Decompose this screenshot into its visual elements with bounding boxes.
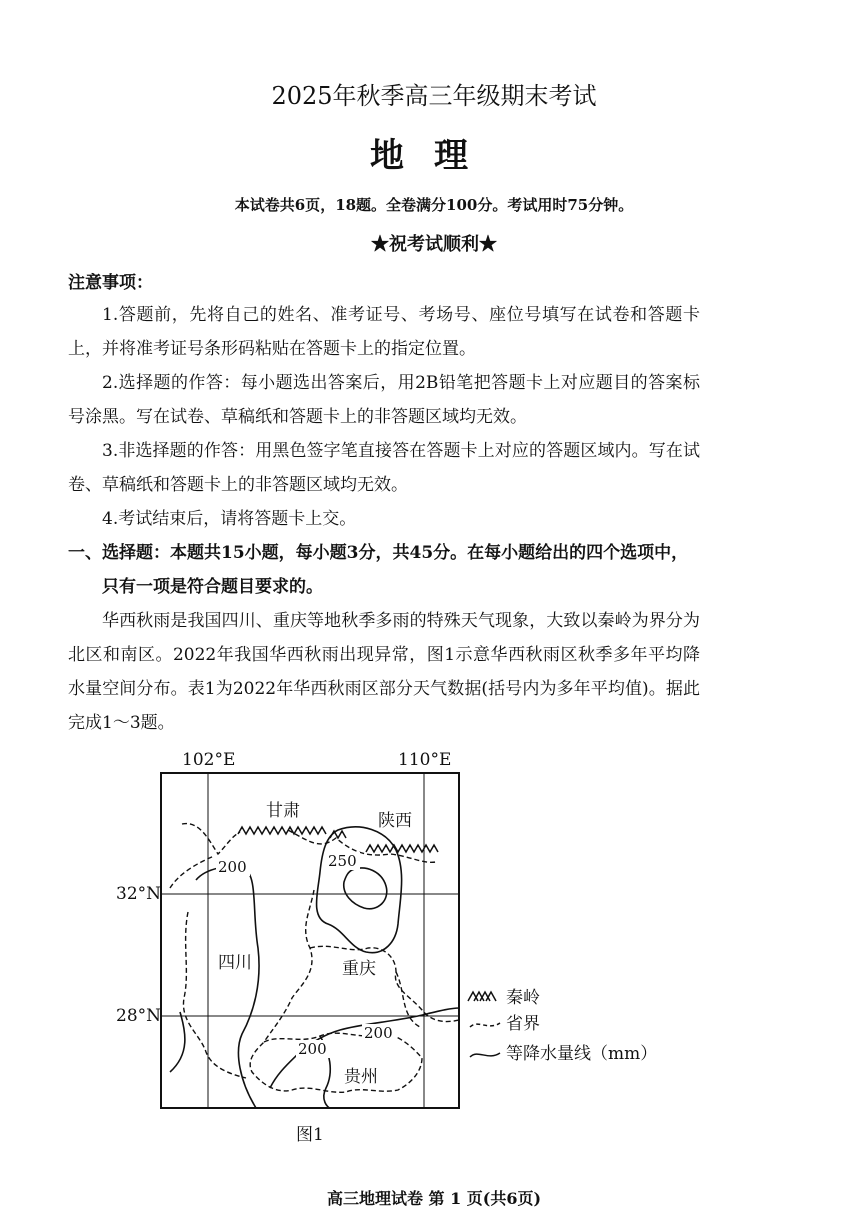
figure-caption: 图1: [296, 1125, 324, 1145]
isoline-label-250: 250: [328, 852, 357, 870]
province-label-chongqing: 重庆: [342, 959, 376, 979]
isoline-label-200-south: 200: [298, 1040, 327, 1058]
province-label-sichuan: 四川: [218, 953, 252, 973]
section-heading-line1: 一、选择题：本题共15小题，每小题3分，共45分。在每小题给出的四个选项中，: [68, 543, 689, 563]
mountain-icon: [468, 992, 496, 1001]
page-footer: 高三地理试卷 第 1 页(共6页): [326, 1189, 542, 1208]
precipitation-map: [160, 772, 460, 1110]
province-label-guizhou: 贵州: [344, 1067, 378, 1087]
map-svg: [160, 772, 460, 1110]
precipitation-isolines: [170, 827, 459, 1108]
isoline-label-200-west: 200: [218, 858, 247, 876]
legend-label-qinling: 秦岭: [506, 988, 540, 1008]
province-label-gansu: 甘肃: [266, 801, 300, 821]
solid-line-symbol: [470, 1053, 500, 1057]
lat-label-32: 32°N: [116, 884, 162, 904]
lon-label-110: 110°E: [398, 750, 452, 770]
lat-label-28: 28°N: [116, 1006, 162, 1026]
dashed-line-symbol: [470, 1023, 500, 1027]
notice-item-4: 4.考试结束后，请将答题卡上交。: [102, 509, 357, 529]
legend-label-isoline: 等降水量线（mm）: [506, 1044, 658, 1064]
notice-heading: 注意事项：: [68, 273, 153, 293]
province-label-shaanxi: 陕西: [378, 811, 412, 831]
subject-title: 地理: [370, 136, 498, 176]
notice-item-3: 3.非选择题的作答：用黑色签字笔直接答在答题卡上对应的答题区域内。写在试卷、草稿纸和答题卡上的非答题区域均无效。: [68, 441, 700, 495]
legend-svg: [466, 985, 696, 1075]
map-legend: [466, 985, 696, 1075]
notice-item-1: 1.答题前，先将自己的姓名、准考证号、考场号、座位号填写在试卷和答题卡上，并将准考证号条形码粘贴在答题卡上的指定位置。: [68, 305, 700, 359]
good-luck-line: ★祝考试顺利★: [371, 234, 497, 255]
exam-info: 本试卷共6页，18题。全卷满分100分。考试用时75分钟。: [234, 196, 634, 214]
isoline-label-200-east: 200: [364, 1024, 393, 1042]
section-heading-line2: 只有一项是符合题目要求的。: [102, 577, 323, 597]
passage-text: 华西秋雨是我国四川、重庆等地秋季多雨的特殊天气现象，大致以秦岭为界分为北区和南区。2022年我国华西秋雨出现异常，图1示意华西秋雨区秋季多年平均降水量空间分布。表1为2022年华西秋雨区部分天气数据(括号内为多年平均值)。据此完成1～3题。: [68, 611, 700, 733]
exam-title: 2025年秋季高三年级期末考试: [271, 82, 597, 110]
legend-label-boundary: 省界: [506, 1014, 540, 1034]
notice-item-2: 2.选择题的作答：每小题选出答案后，用2B铅笔把答题卡上对应题目的答案标号涂黑。写在试卷、草稿纸和答题卡上的非答题区域均无效。: [68, 373, 700, 427]
lon-label-102: 102°E: [182, 750, 236, 770]
